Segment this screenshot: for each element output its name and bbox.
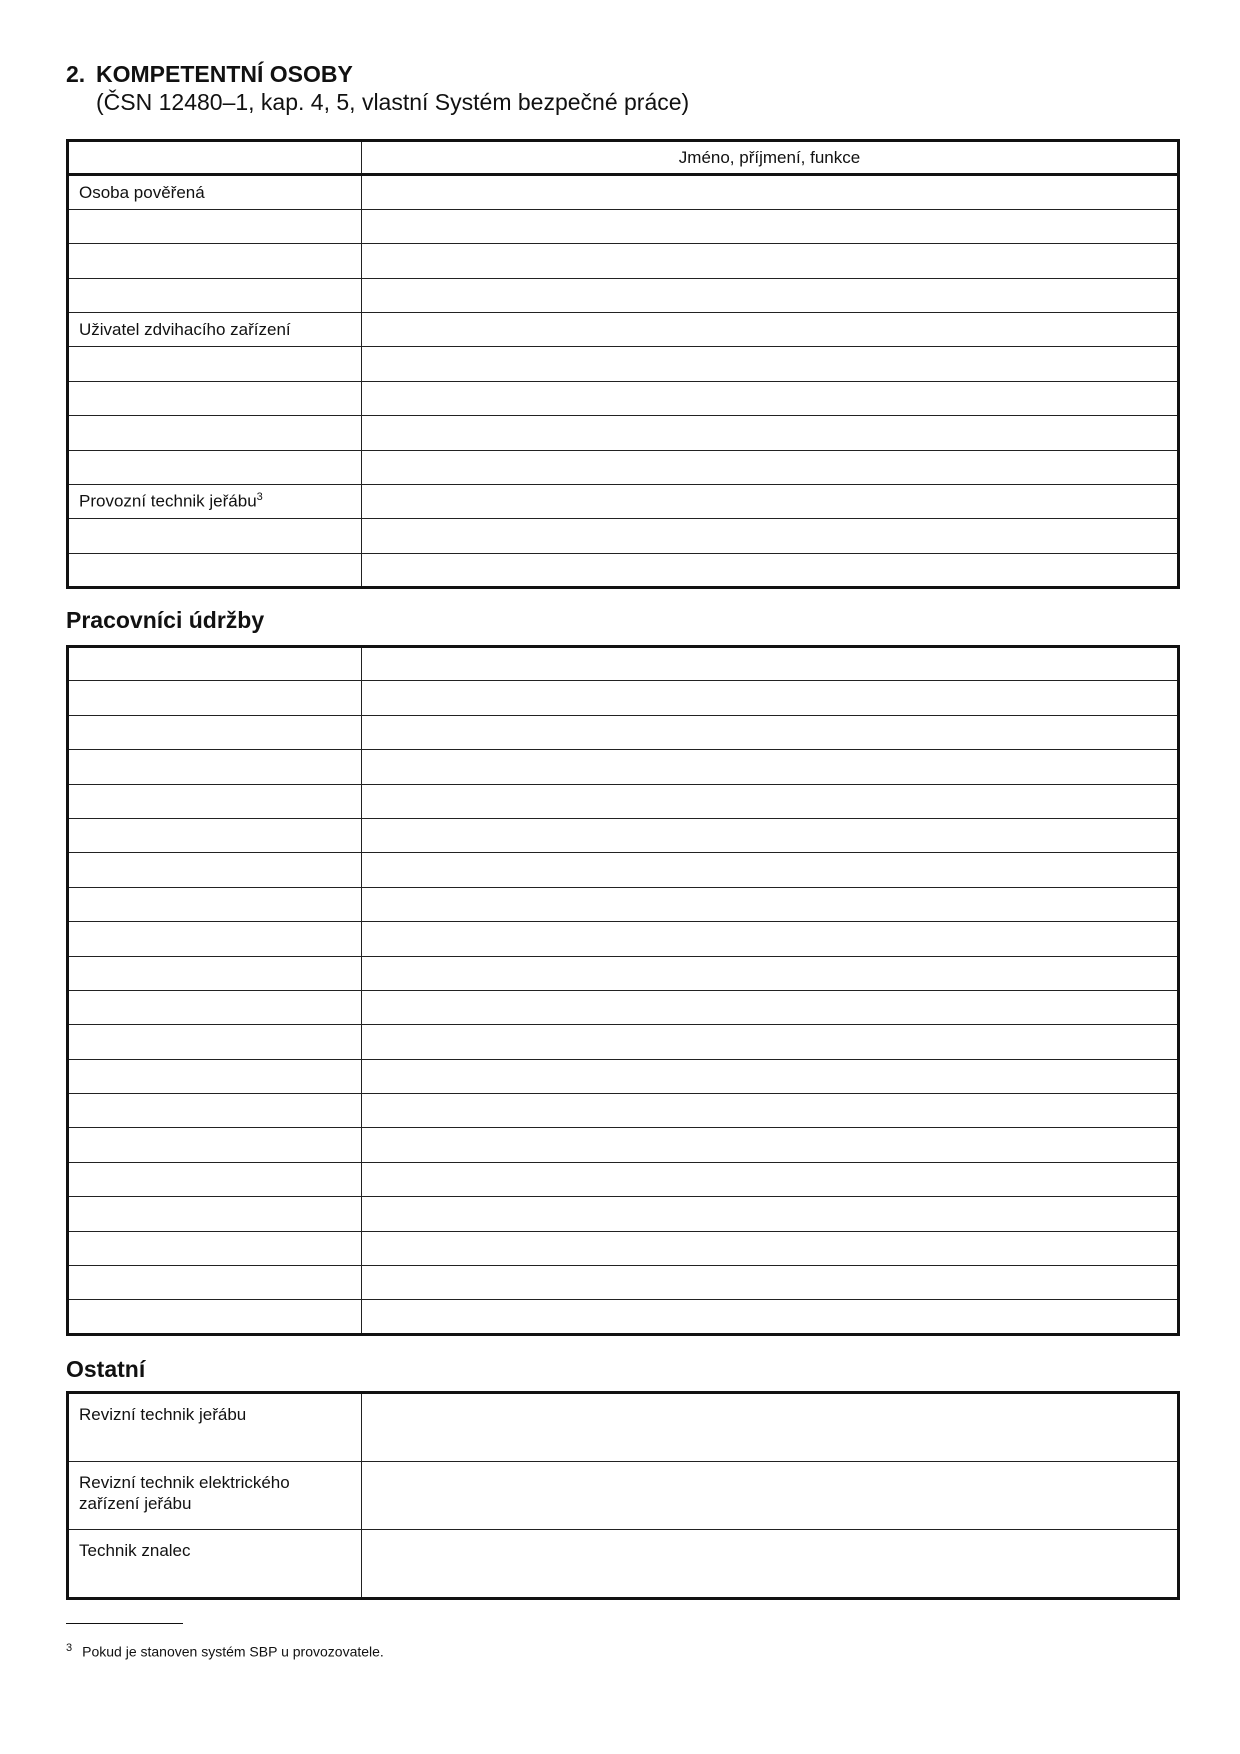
table-row	[68, 1197, 1179, 1231]
name-entry-cell[interactable]	[362, 1300, 1179, 1334]
table-row	[68, 1266, 1179, 1300]
table-row	[68, 990, 1179, 1024]
role-label-cell	[68, 715, 362, 749]
table-row	[68, 244, 1179, 278]
role-label-cell	[68, 887, 362, 921]
name-entry-cell[interactable]	[362, 519, 1179, 553]
table-row	[68, 853, 1179, 887]
footnote-mark: 3	[66, 1642, 73, 1654]
name-entry-cell[interactable]	[362, 990, 1179, 1024]
table-row	[68, 312, 1179, 346]
role-label-cell	[68, 990, 362, 1024]
role-label-cell	[68, 1300, 362, 1334]
role-label-cell	[68, 818, 362, 852]
name-entry-cell[interactable]	[362, 681, 1179, 715]
name-entry-cell[interactable]	[362, 1231, 1179, 1265]
footnote-reference: 3	[256, 491, 263, 504]
name-entry-cell[interactable]	[362, 1162, 1179, 1196]
name-entry-cell[interactable]	[362, 1059, 1179, 1093]
table-row	[68, 750, 1179, 784]
section-reference: (ČSN 12480–1, kap. 4, 5, vlastní Systém bezpečné práce)	[96, 89, 690, 115]
table-row	[68, 715, 1179, 749]
table-row	[68, 553, 1179, 587]
others-table	[66, 1391, 1180, 1600]
role-label-cell	[68, 750, 362, 784]
role-label-cell	[68, 1059, 362, 1093]
name-entry-cell[interactable]	[362, 416, 1179, 450]
table-row	[68, 1530, 1179, 1599]
maintenance-workers-title: Pracovníci údržby	[66, 607, 265, 633]
name-entry-cell[interactable]	[362, 347, 1179, 381]
name-entry-cell[interactable]	[362, 1197, 1179, 1231]
role-label-cell	[68, 922, 362, 956]
name-entry-cell[interactable]	[362, 312, 1179, 346]
footnote-divider	[66, 1623, 183, 1624]
table-header-row	[68, 141, 1179, 175]
name-entry-cell[interactable]	[362, 887, 1179, 921]
table-row	[68, 887, 1179, 921]
table-row	[68, 1461, 1179, 1530]
table-row	[68, 175, 1179, 209]
table-row	[68, 209, 1179, 243]
name-entry-cell[interactable]	[362, 175, 1179, 209]
role-label-cell	[68, 381, 362, 415]
section-title: KOMPETENTNÍ OSOBY	[96, 61, 353, 87]
name-entry-cell[interactable]	[362, 647, 1179, 681]
section-number: 2.	[66, 61, 86, 87]
others-title: Ostatní	[66, 1356, 146, 1382]
table-row	[68, 1128, 1179, 1162]
role-label-cell	[68, 209, 362, 243]
role-label-cell	[68, 519, 362, 553]
section-heading	[66, 60, 689, 116]
role-label-cell	[68, 278, 362, 312]
role-label-cell	[68, 484, 362, 518]
footnote	[66, 1642, 384, 1660]
name-entry-cell[interactable]	[362, 1530, 1179, 1599]
role-label-cell	[68, 1197, 362, 1231]
role-label-cell	[68, 956, 362, 990]
name-entry-cell[interactable]	[362, 1094, 1179, 1128]
role-label-cell	[68, 1094, 362, 1128]
name-entry-cell[interactable]	[362, 818, 1179, 852]
table-row	[68, 278, 1179, 312]
name-entry-cell[interactable]	[362, 209, 1179, 243]
role-label-cell	[68, 347, 362, 381]
table-row	[68, 519, 1179, 553]
table-row	[68, 416, 1179, 450]
table-row	[68, 1300, 1179, 1334]
name-entry-cell[interactable]	[362, 484, 1179, 518]
role-label-cell	[68, 784, 362, 818]
role-label-cell	[68, 1266, 362, 1300]
name-entry-cell[interactable]	[362, 784, 1179, 818]
name-entry-cell[interactable]	[362, 450, 1179, 484]
role-label-cell	[68, 1393, 362, 1462]
role-label-cell	[68, 175, 362, 209]
name-entry-cell[interactable]	[362, 853, 1179, 887]
role-label-cell	[68, 1530, 362, 1599]
role-label: Revizní technik jeřábu	[79, 1405, 247, 1424]
table-row	[68, 1094, 1179, 1128]
name-entry-cell[interactable]	[362, 1393, 1179, 1462]
table-row	[68, 1025, 1179, 1059]
name-entry-cell[interactable]	[362, 553, 1179, 587]
role-label-cell	[68, 647, 362, 681]
table-row	[68, 922, 1179, 956]
table-row	[68, 784, 1179, 818]
role-label-cell	[68, 553, 362, 587]
role-label: Revizní technik elektrického zařízení jeřábu	[79, 1472, 290, 1513]
role-label: Uživatel zdvihacího zařízení	[79, 319, 291, 339]
table-row	[68, 956, 1179, 990]
name-entry-cell[interactable]	[362, 1128, 1179, 1162]
name-entry-cell[interactable]	[362, 750, 1179, 784]
name-entry-cell[interactable]	[362, 278, 1179, 312]
table-row	[68, 347, 1179, 381]
role-label-cell	[68, 416, 362, 450]
table-row	[68, 381, 1179, 415]
header-empty-cell	[68, 141, 362, 175]
table-row	[68, 1393, 1179, 1462]
name-entry-cell[interactable]	[362, 381, 1179, 415]
table-row	[68, 1059, 1179, 1093]
footnote-text: Pokud je stanoven systém SBP u provozovatele.	[82, 1643, 384, 1660]
name-entry-cell[interactable]	[362, 1461, 1179, 1530]
maintenance-workers-table	[66, 645, 1180, 1336]
name-entry-cell[interactable]	[362, 244, 1179, 278]
name-entry-cell[interactable]	[362, 1025, 1179, 1059]
role-label-cell	[68, 681, 362, 715]
header-name-cell: Jméno, příjmení, funkce	[362, 141, 1179, 175]
table-row	[68, 484, 1179, 518]
role-label-cell	[68, 450, 362, 484]
table-row	[68, 818, 1179, 852]
table-row	[68, 1231, 1179, 1265]
role-label: Technik znalec	[79, 1541, 191, 1560]
role-label-cell	[68, 1461, 362, 1530]
table-row	[68, 647, 1179, 681]
role-label-cell	[68, 1025, 362, 1059]
name-entry-cell[interactable]	[362, 956, 1179, 990]
table-row	[68, 1162, 1179, 1196]
role-label-cell	[68, 244, 362, 278]
competent-persons-table	[66, 139, 1180, 589]
table-row	[68, 450, 1179, 484]
name-entry-cell[interactable]	[362, 1266, 1179, 1300]
role-label-cell	[68, 853, 362, 887]
table-row	[68, 681, 1179, 715]
role-label-cell	[68, 1162, 362, 1196]
name-entry-cell[interactable]	[362, 922, 1179, 956]
role-label: Provozní technik jeřábu	[79, 491, 257, 511]
role-label-cell	[68, 1231, 362, 1265]
role-label-cell	[68, 312, 362, 346]
role-label-cell	[68, 1128, 362, 1162]
role-label: Osoba pověřená	[79, 182, 205, 202]
name-entry-cell[interactable]	[362, 715, 1179, 749]
